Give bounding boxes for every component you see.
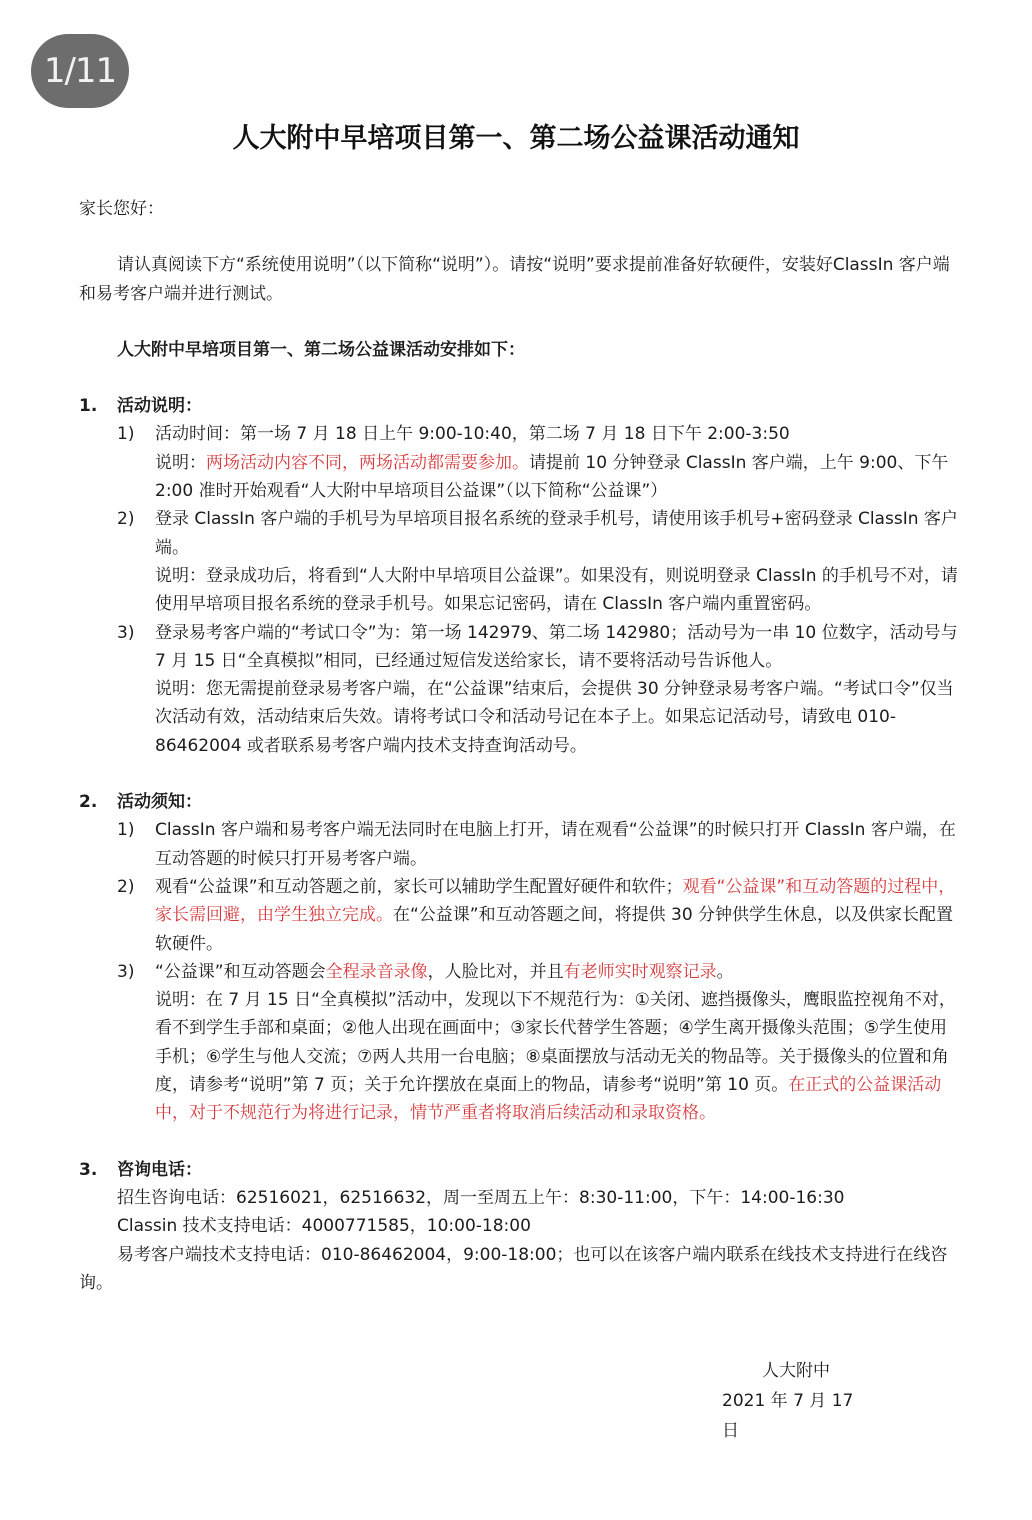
section-1-item-2: 2) 登录 ClassIn 客户端的手机号为早培项目报名系统的登录手机号，请使用该手机号+密码登录 ClassIn 客户端。 说明：登录成功后，将看到“人大附中早培项目公益课”。如果没有，则说明登录 ClassIn 的手机号不对，请使用早培项目报名系统的登录手机号。如果忘记密码，请在 ClassIn 客户端内重置密码。 [79,505,963,618]
section-2-item-2: 2) 观看“公益课”和互动答题之前，家长可以辅助学生配置好硬件和软件；观看“公益课”和互动答题的过程中，家长需回避，由学生独立完成。在“公益课”和互动答题之间，将提供 30 分钟供学生休息，以及供家长配置软硬件。 [117,876,956,954]
classin-support-phone: Classin 技术支持电话：4000771585，10:00-18:00 [117,1216,531,1237]
violation-note: 说明：在 7 月 15 日“全真模拟”活动中，发现以下不规范行为：①关闭、遮挡摄像头，鹰眼监控视角不对，看不到学生手部和桌面；②他人出现在画面中；③家长代替学生答题；④学生离开摄像头范围；⑤学生使用手机；⑥学生与他人交流；⑦两人共用一台电脑；⑧桌面摆放与活动无关的物品等。关于摄像头的位置和角度，请参考“说明”第 7 页；关于允许摆放在桌面上的物品，请参考“说明”第 10 页。在正式的公益课活动中，对于不规范行为将进行记录，情节严重者将取消后续活动和录取资格。 [155,990,956,1124]
signature-org: 人大附中 [762,1361,830,1381]
activity-time: 活动时间：第一场 7 月 18 日上午 9:00-10:40，第二场 7 月 18 日下午 2:00-3:50 [155,424,790,445]
section-2-item-3: 3) “公益课”和互动答题会全程录音录像，人脸比对，并且有老师实时观察记录。 说明：在 7 月 15 日“全真模拟”活动中，发现以下不规范行为：①关闭、遮挡摄像头，鹰眼监控视角不对，看不到学生手部和桌面；②他人出现在画面中；③家长代替学生答题；④学生离开摄像头范围；⑤学生使用手机；⑥学生与他人交流；⑦两人共用一台电脑；⑧桌面摆放与活动无关的物品等。关于摄像头的位置和角度，请参考“说明”第 7 页；关于允许摆放在桌面上的物品，请参考“说明”第 10 页。在正式的公益课活动中，对于不规范行为将进行记录，情节严重者将取消后续活动和录取资格。 [79,958,963,1128]
signature-date: 2021 年 7 月 17 日 [722,1391,854,1441]
exam-password-text: 登录易考客户端的“考试口令”为：第一场 142979、第二场 142980；活动号为一串 10 位数字，活动号与 7 月 15 日“全真模拟”相同，已经通过短信发送给家长，请不要将活动号告诉他人。 [155,622,958,671]
section-2-item-1: 1) ClassIn 客户端和易考客户端无法同时在电脑上打开，请在观看“公益课”的时候只打开 ClassIn 客户端，在互动答题的时候只打开易考客户端。 [117,820,956,869]
exam-support-phone: 易考客户端技术支持电话：010-86462004，9:00-18:00；也可以在该客户端内联系在线技术支持进行在线咨询。 [79,1244,948,1293]
schedule-heading: 人大附中早培项目第一、第二场公益课活动安排如下： [117,339,525,360]
section-1-heading: 1. 活动说明： [79,396,202,417]
section-3-heading: 3. 咨询电话： [79,1159,202,1180]
document-title: 人大附中早培项目第一、第二场公益课活动通知 [232,123,800,154]
greeting: 家长您好： [79,199,164,219]
document-body [79,195,963,1297]
page-indicator-badge: 1/11 [31,34,129,108]
exam-password-note: 说明：您无需提前登录易考客户端，在“公益课”结束后，会提供 30 分钟登录易考客户端。“考试口令”仅当次活动有效，活动结束后失效。请将考试口令和活动号记在本子上。如果忘记活动号，请致电 010-86462004 或者联系易考客户端内技术支持查询活动号。 [155,679,954,756]
classin-login-text: 登录 ClassIn 客户端的手机号为早培项目报名系统的登录手机号，请使用该手机号+密码登录 ClassIn 客户端。 [155,509,958,558]
admissions-phone: 招生咨询电话：62516021，62516632，周一至周五上午：8:30-11:00，下午：14:00-16:30 [117,1187,845,1208]
section-1-item-1: 1) 活动时间：第一场 7 月 18 日上午 9:00-10:40，第二场 7 月 18 日下午 2:00-3:50 说明：两场活动内容不同，两场活动都需要参加。请提前 10 分钟登录 ClassIn 客户端，上午 9:00、下午 2:00 准时开始观看“人大附中早培项目公益课”（以下简称“公益课”） [79,420,963,505]
activity-time-note: 说明：两场活动内容不同，两场活动都需要参加。请提前 10 分钟登录 ClassIn 客户端，上午 9:00、下午 2:00 准时开始观看“人大附中早培项目公益课”（以下简称“公益课”） [155,452,949,502]
section-1-item-3: 3) 登录易考客户端的“考试口令”为：第一场 142979、第二场 142980；活动号为一串 10 位数字，活动号与 7 月 15 日“全真模拟”相同，已经通过短信发送给家长，请不要将活动号告诉他人。 说明：您无需提前登录易考客户端，在“公益课”结束后，会提供 30 分钟登录易考客户端。“考试口令”仅当次活动有效，活动结束后失效。请将考试口令和活动号记在本子上。如果忘记活动号，请致电 010-86462004 或者联系易考客户端内技术支持查询活动号。 [79,619,963,760]
classin-login-note: 说明：登录成功后，将看到“人大附中早培项目公益课”。如果没有，则说明登录 ClassIn 的手机号不对，请使用早培项目报名系统的登录手机号。如果忘记密码，请在 ClassIn 客户端内重置密码。 [155,565,958,615]
intro-paragraph: 请认真阅读下方“系统使用说明”（以下简称“说明”）。请按“说明”要求提前准备好软硬件，安装好ClassIn 客户端和易考客户端并进行测试。 [79,255,950,304]
section-2-heading: 2. 活动须知： [79,792,202,813]
signature-block [722,1356,872,1446]
